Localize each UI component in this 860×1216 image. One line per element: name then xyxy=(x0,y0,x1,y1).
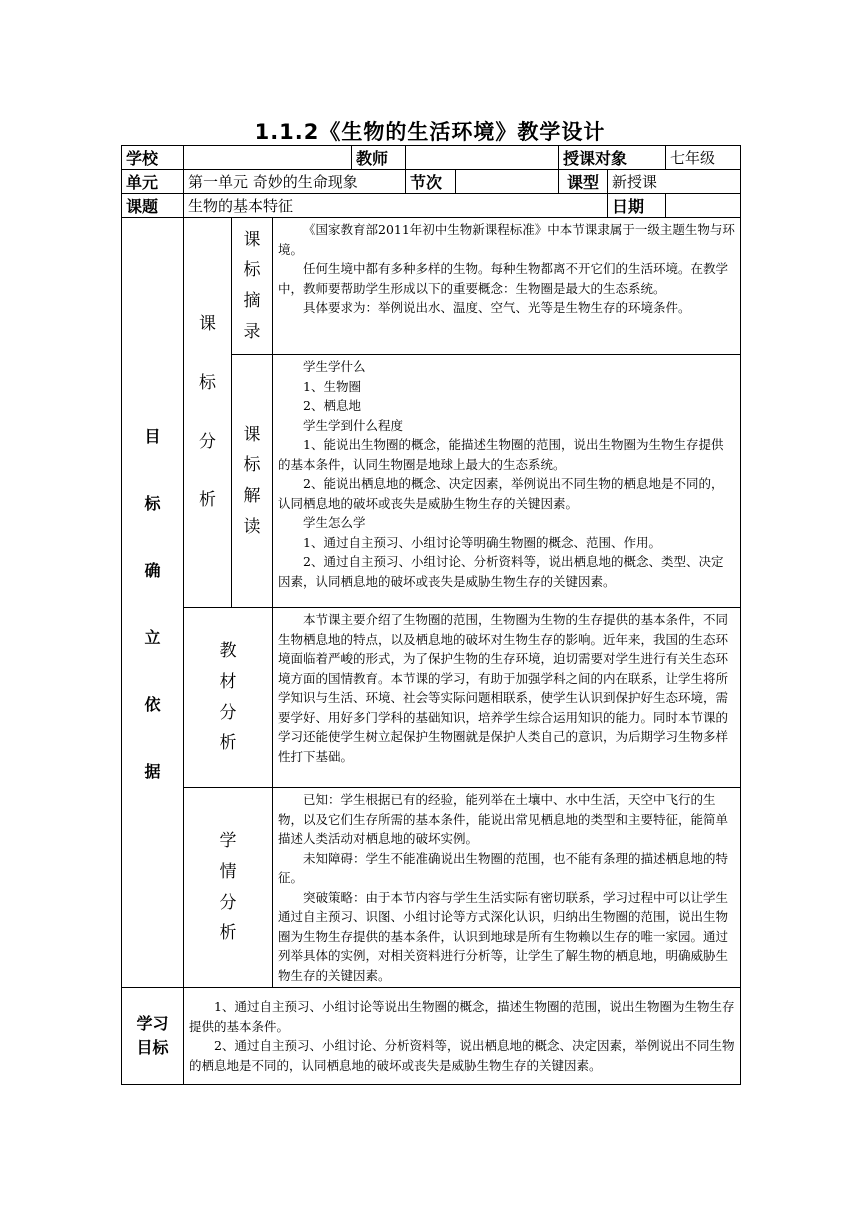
paragraph: 具体要求为：举例说出水、温度、空气、光等是生物生存的环境条件。 xyxy=(303,300,691,315)
paragraph: 未知障碍：学生不能准确说出生物圈的范围，也不能有条理的描述栖息地的特征。 xyxy=(278,850,729,885)
paragraph: 2、栖息地 xyxy=(303,398,361,413)
paragraph: 学生学到什么程度 xyxy=(303,417,404,433)
page-title: 1.1.2《生物的生活环境》教学设计 xyxy=(254,120,606,144)
paragraph: 《国家教育部2011年初中生物新课程标准》中本节课隶属于一级主题生物与环境。 xyxy=(278,222,735,257)
row-standard-excerpt xyxy=(122,218,741,355)
type-value: 新授课 xyxy=(608,170,741,194)
standard-analysis-label: 课 标 分 析 xyxy=(184,218,232,608)
period-value xyxy=(456,170,559,194)
row-school xyxy=(122,146,741,170)
standard-excerpt-label: 课 标 摘 录 xyxy=(232,218,273,355)
paragraph: 1、通过自主预习、小组讨论等说出生物圈的概念，描述生物圈的范围，说出生物圈为生物生存提供的基本条件。 xyxy=(189,999,735,1034)
date-value xyxy=(666,194,741,218)
paragraph: 1、生物圈 xyxy=(303,378,361,394)
date-label: 日期 xyxy=(608,194,666,218)
school-value xyxy=(184,146,352,170)
textbook-analysis-text xyxy=(273,608,741,788)
teacher-value xyxy=(406,146,559,170)
school-label: 学校 xyxy=(122,146,184,170)
standard-interpretation-label: 课 标 解 读 xyxy=(232,355,273,608)
teacher-label: 教师 xyxy=(352,146,406,170)
row-textbook-analysis xyxy=(122,608,741,788)
goal-basis-label: 目 标 确 立 依 据 xyxy=(122,218,184,988)
paragraph: 突破策略：由于本节内容与学生生活实际有密切联系，学习过程中可以让学生通过自主预习、识图、小组讨论等方式深化认识，归纳出生物圈的范围，说出生物圈为生物生存提供的基本条件，认识到地球是所有生物赖以生存的唯一家园。通过列举具体的实例，对相关资料进行分析等，让学生了解生物的栖息地，明确威胁生物生存的关键因素。 xyxy=(278,889,729,983)
textbook-analysis-label: 教 材 分 析 xyxy=(184,608,273,788)
row-unit xyxy=(122,170,741,194)
paragraph: 2、通过自主预习、小组讨论、分析资料等，说出栖息地的概念、决定因素，举例说出不同生物的栖息地是不同的，认同栖息地的破坏或丧失是威胁生物生存的关键因素。 xyxy=(189,1038,735,1073)
paragraph: 学生学什么 xyxy=(303,359,366,374)
learner-analysis-text xyxy=(273,788,741,988)
paragraph: 已知：学生根据已有的经验，能列举在土壤中、水中生活，天空中飞行的生物，以及它们生存所需的基本条件，能说出常见栖息地的类型和主要特征，能简单描述人类活动对栖息地的破坏实例。 xyxy=(278,792,729,846)
paragraph: 本节课主要介绍了生物圈的范围，生物圈为生物的生存提供的基本条件，不同生物栖息地的特点，以及栖息地的破坏对生物生存的影响。近年来，我国的生态环境面临着严峻的形式，为了保护生物的生存环境，迫切需要对学生进行有关生态环境方面的国情教育。本节课的学习，有助于加强学科之间的内在联系，让学生将所学知识与生活、环境、社会等实际问题相联系，使学生认识到保护好生态环境，需要学好、用好多门学科的基础知识，培养学生综合运用知识的能力。同时本节课的学习还能使学生树立起保护生物圈就是保护人类自己的意识，为后期学习生物多样性打下基础。 xyxy=(278,612,729,764)
paragraph: 2、能说出栖息地的概念、决定因素，举例说出不同生物的栖息地是不同的，认同栖息地的破坏或丧失是威胁生物生存的关键因素。 xyxy=(278,476,724,511)
type-label: 课型 xyxy=(559,170,608,194)
lesson-plan-table xyxy=(121,145,741,1085)
learning-goals-text xyxy=(184,988,741,1085)
standard-excerpt-text xyxy=(273,218,741,355)
paragraph: 学生怎么学 xyxy=(303,515,366,530)
unit-label: 单元 xyxy=(122,170,184,194)
row-topic xyxy=(122,194,741,218)
learning-goals-label: 学习 目标 xyxy=(122,988,184,1085)
audience-label: 授课对象 xyxy=(559,146,666,170)
topic-value: 生物的基本特征 xyxy=(184,194,608,218)
row-learning-goals xyxy=(122,988,741,1085)
period-label: 节次 xyxy=(406,170,456,194)
paragraph: 任何生境中都有多种多样的生物。每种生物都离不开它们的生活环境。在教学中，教师要帮助学生形成以下的重要概念：生物圈是最大的生态系统。 xyxy=(278,261,729,296)
paragraph: 2、通过自主预习、小组讨论、分析资料等，说出栖息地的概念、类型、决定因素，认同栖息地的破坏或丧失是威胁生物生存的关键因素。 xyxy=(278,554,724,589)
paragraph: 1、能说出生物圈的概念，能描述生物圈的范围，说出生物圈为生物生存提供的基本条件，认同生物圈是地球上最大的生态系统。 xyxy=(278,437,724,472)
paragraph: 1、通过自主预习、小组讨论等明确生物圈的概念、范围、作用。 xyxy=(303,534,661,550)
topic-label: 课题 xyxy=(122,194,184,218)
unit-value: 第一单元 奇妙的生命现象 xyxy=(184,170,406,194)
standard-interpretation-text xyxy=(273,355,741,608)
learner-analysis-label: 学 情 分 析 xyxy=(184,788,273,988)
row-learner-analysis xyxy=(122,788,741,988)
audience-value: 七年级 xyxy=(666,146,741,170)
